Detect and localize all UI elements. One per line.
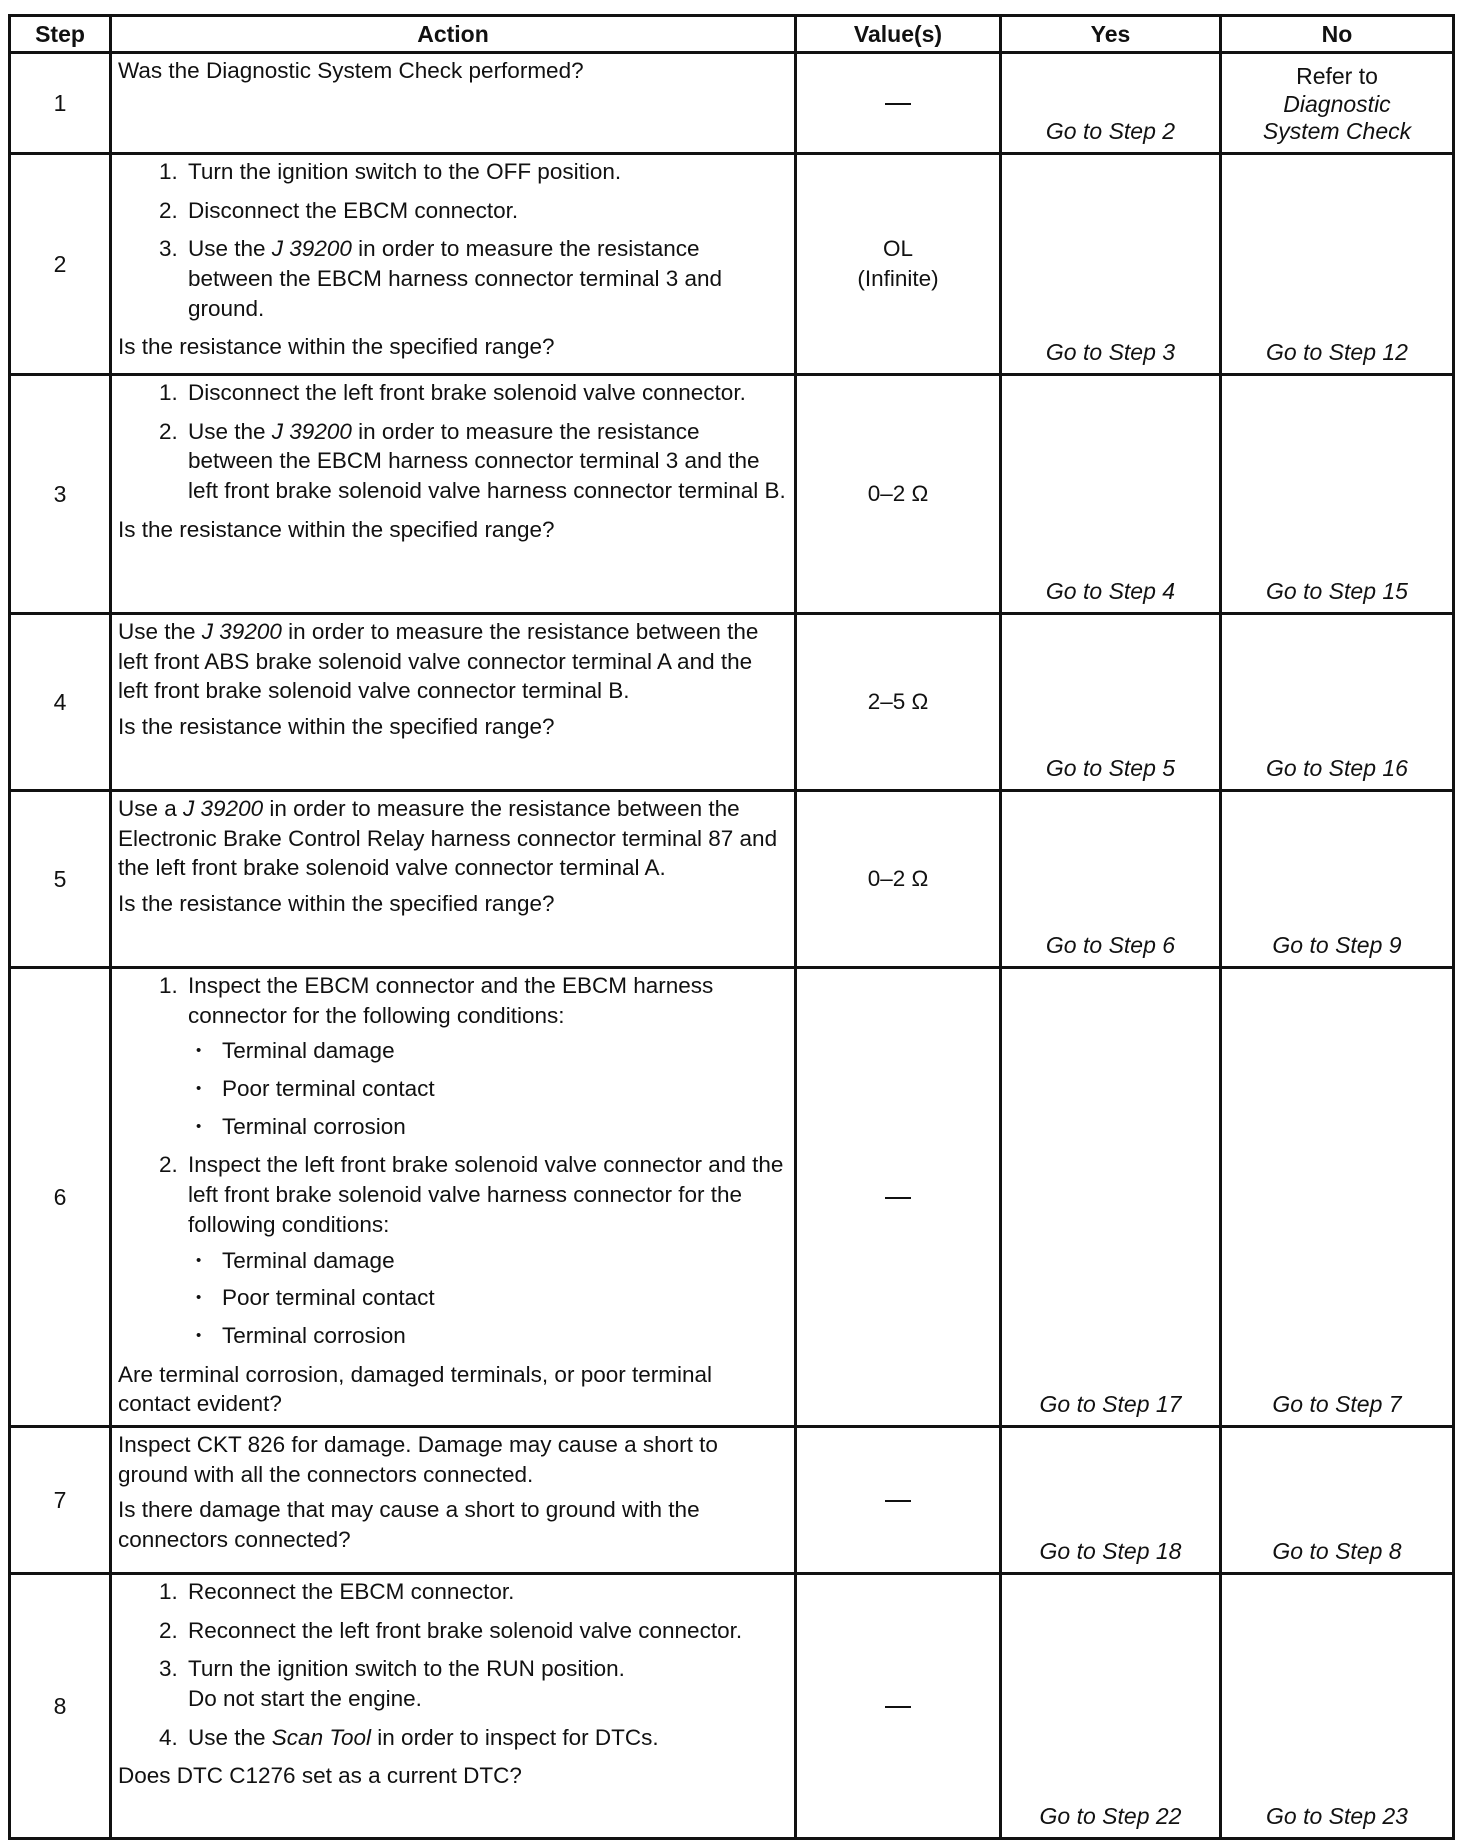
action-text: Turn the ignition switch to the RUN position. bbox=[188, 1656, 625, 1682]
table-row-step-6 bbox=[10, 968, 1454, 1427]
action-cell bbox=[111, 53, 796, 154]
action-list bbox=[118, 1577, 788, 1752]
yes-cell: Go to Step 3 bbox=[1001, 154, 1221, 375]
action-item bbox=[184, 1150, 788, 1350]
condition-item: • Poor terminal contact bbox=[188, 1283, 788, 1313]
no-cell: Go to Step 15 bbox=[1221, 375, 1454, 614]
value-cell bbox=[796, 154, 1001, 375]
action-text: Use the bbox=[188, 418, 272, 444]
action-paragraph bbox=[118, 617, 788, 706]
dash-mark bbox=[885, 1197, 911, 1199]
action-item: 2. Reconnect the left front brake solenoid valve connector. bbox=[184, 1616, 788, 1646]
table-row-step-1 bbox=[10, 53, 1454, 154]
tool-name: Scan Tool bbox=[271, 1724, 372, 1750]
value-cell: 0–2 Ω bbox=[796, 375, 1001, 614]
no-cell: Go to Step 16 bbox=[1221, 614, 1454, 791]
action-cell bbox=[111, 968, 796, 1427]
action-text: in order to measure the resistance between the left front ABS brake solenoid valve connector terminal A and the left front brake solenoid valve connector terminal B. bbox=[118, 619, 759, 704]
action-list bbox=[118, 157, 788, 323]
action-text: Use the bbox=[188, 1724, 272, 1750]
action-cell bbox=[111, 1427, 796, 1574]
header-row bbox=[10, 16, 1454, 53]
action-text: in order to measure the resistance between the Electronic Brake Control Relay harness connector terminal 87 and the left front brake solenoid valve connector terminal A. bbox=[118, 796, 778, 881]
action-item bbox=[184, 1654, 788, 1713]
step-number: 8 bbox=[10, 1574, 111, 1839]
action-cell bbox=[111, 614, 796, 791]
condition-item: • Poor terminal contact bbox=[188, 1074, 788, 1104]
question-text: Are terminal corrosion, damaged terminals, or poor terminal contact evident? bbox=[118, 1361, 712, 1417]
step-number: 4 bbox=[10, 614, 111, 791]
step-number: 5 bbox=[10, 791, 111, 968]
action-text: in order to measure the resistance between the EBCM harness connector terminal 3 and ground. bbox=[188, 236, 723, 321]
header-action: Action bbox=[111, 16, 796, 53]
value-cell bbox=[796, 53, 1001, 154]
action-text: Use the bbox=[188, 236, 272, 262]
table-row-step-4 bbox=[10, 614, 1454, 791]
yes-cell: Go to Step 6 bbox=[1001, 791, 1221, 968]
tool-name: J 39200 bbox=[183, 796, 264, 821]
question-text: Is the resistance within the specified range? bbox=[118, 891, 555, 917]
action-list bbox=[118, 378, 788, 506]
diagnostic-table bbox=[8, 14, 1455, 1840]
step-number: 7 bbox=[10, 1427, 111, 1574]
tool-name: J 39200 bbox=[271, 236, 352, 262]
dash-mark bbox=[885, 1500, 911, 1502]
action-text: Inspect the EBCM connector and the EBCM harness connector for the following conditions: bbox=[188, 973, 714, 1028]
step-number: 1 bbox=[10, 53, 111, 154]
table-row-step-3 bbox=[10, 375, 1454, 614]
question-text: Is there damage that may cause a short to ground with the connectors connected? bbox=[118, 1497, 700, 1553]
action-cell bbox=[111, 791, 796, 968]
question-text: Is the resistance within the specified range? bbox=[118, 516, 555, 542]
condition-item: • Terminal damage bbox=[188, 1246, 788, 1276]
action-item: 1. Turn the ignition switch to the OFF position. bbox=[184, 157, 788, 187]
action-note: Do not start the engine. bbox=[188, 1686, 422, 1712]
action-text: Inspect the left front brake solenoid valve connector and the left front brake solenoid valve harness connector for the following conditions: bbox=[188, 1152, 784, 1237]
action-cell bbox=[111, 1574, 796, 1839]
condition-item: • Terminal corrosion bbox=[188, 1112, 788, 1142]
action-item bbox=[184, 971, 788, 1141]
question-text: Is the resistance within the specified range? bbox=[118, 334, 555, 360]
action-cell bbox=[111, 375, 796, 614]
table-row-step-7 bbox=[10, 1427, 1454, 1574]
question-text: Was the Diagnostic System Check performed? bbox=[118, 58, 584, 83]
action-list bbox=[118, 971, 788, 1351]
action-text: in order to inspect for DTCs. bbox=[371, 1724, 659, 1750]
value-cell: 2–5 Ω bbox=[796, 614, 1001, 791]
header-step: Step bbox=[10, 16, 111, 53]
step-number: 3 bbox=[10, 375, 111, 614]
action-item: 1. Reconnect the EBCM connector. bbox=[184, 1577, 788, 1607]
no-cell: Go to Step 7 bbox=[1221, 968, 1454, 1427]
dash-mark bbox=[885, 1706, 911, 1708]
no-line-3: System Check bbox=[1262, 118, 1412, 145]
condition-item: • Terminal corrosion bbox=[188, 1321, 788, 1351]
value-line-1: OL bbox=[882, 236, 913, 262]
action-item: 1. Disconnect the left front brake solenoid valve connector. bbox=[184, 378, 788, 408]
no-cell: Go to Step 23 bbox=[1221, 1574, 1454, 1839]
value-cell: 0–2 Ω bbox=[796, 791, 1001, 968]
yes-cell: Go to Step 4 bbox=[1001, 375, 1221, 614]
header-yes: Yes bbox=[1001, 16, 1221, 53]
header-no: No bbox=[1221, 16, 1454, 53]
action-paragraph bbox=[118, 794, 788, 883]
no-cell bbox=[1221, 53, 1454, 154]
yes-cell: Go to Step 18 bbox=[1001, 1427, 1221, 1574]
yes-cell: Go to Step 17 bbox=[1001, 968, 1221, 1427]
condition-list bbox=[188, 1036, 788, 1141]
step-number: 6 bbox=[10, 968, 111, 1427]
table-row-step-8 bbox=[10, 1574, 1454, 1839]
no-cell: Go to Step 8 bbox=[1221, 1427, 1454, 1574]
value-cell bbox=[796, 1427, 1001, 1574]
dash-mark bbox=[885, 103, 911, 105]
action-item: 2. Disconnect the EBCM connector. bbox=[184, 196, 788, 226]
action-item bbox=[184, 234, 788, 323]
value-cell bbox=[796, 1574, 1001, 1839]
action-text: Use a bbox=[118, 796, 184, 821]
action-text: Use the bbox=[118, 619, 202, 644]
no-line-2: Diagnostic bbox=[1283, 90, 1391, 117]
question-text: Does DTC C1276 set as a current DTC? bbox=[118, 1763, 522, 1789]
question-text: Is the resistance within the specified range? bbox=[118, 714, 555, 740]
value-cell bbox=[796, 968, 1001, 1427]
header-values: Value(s) bbox=[796, 16, 1001, 53]
condition-list bbox=[188, 1246, 788, 1351]
no-cell: Go to Step 9 bbox=[1221, 791, 1454, 968]
action-paragraph: Inspect CKT 826 for damage. Damage may cause a short to ground with all the connectors connected. bbox=[118, 1432, 718, 1487]
action-cell bbox=[111, 154, 796, 375]
action-text: in order to measure the resistance between the EBCM harness connector terminal 3 and the left front brake solenoid valve harness connector terminal B. bbox=[188, 418, 786, 504]
condition-item: • Terminal damage bbox=[188, 1036, 788, 1066]
yes-cell: Go to Step 5 bbox=[1001, 614, 1221, 791]
table-row-step-2 bbox=[10, 154, 1454, 375]
tool-name: J 39200 bbox=[201, 619, 282, 644]
action-item bbox=[184, 1723, 788, 1753]
value-line-2: (Infinite) bbox=[857, 266, 939, 291]
table-row-step-5 bbox=[10, 791, 1454, 968]
tool-name: J 39200 bbox=[271, 418, 352, 444]
action-item bbox=[184, 417, 788, 506]
yes-cell: Go to Step 2 bbox=[1001, 53, 1221, 154]
no-line-1: Refer to bbox=[1296, 63, 1378, 90]
no-cell: Go to Step 12 bbox=[1221, 154, 1454, 375]
yes-cell: Go to Step 22 bbox=[1001, 1574, 1221, 1839]
step-number: 2 bbox=[10, 154, 111, 375]
